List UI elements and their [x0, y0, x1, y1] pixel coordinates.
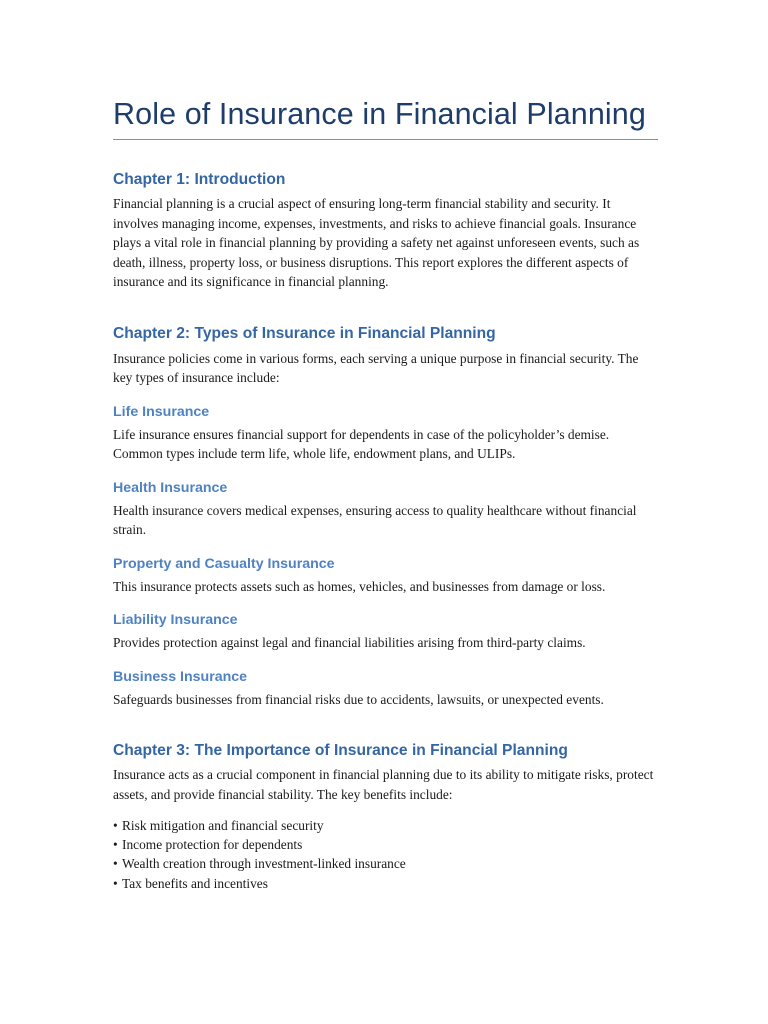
property-casualty-insurance-text: This insurance protects assets such as homes, vehicles, and businesses from damage or loss. — [113, 578, 606, 594]
liability-insurance-text: Provides protection against legal and financial liabilities arising from third-party claims. — [113, 635, 586, 650]
property-casualty-insurance-heading: Property and Casualty Insurance — [113, 555, 335, 572]
life-insurance-text: Life insurance ensures financial support for dependents in case of the policyholder’s demise. Common types include term life, whole life, endowment plans, and ULIPs. — [113, 426, 610, 461]
benefits-list — [113, 816, 658, 893]
chapter-2-heading: Chapter 2: Types of Insurance in Financial Planning — [113, 324, 496, 342]
health-insurance-heading: Health Insurance — [113, 479, 228, 496]
benefit-item: • Tax benefits and incentives — [113, 874, 658, 893]
health-insurance-text: Health insurance covers medical expenses, ensuring access to quality healthcare without financial strain. — [113, 502, 637, 537]
document-title: Role of Insurance in Financial Planning — [113, 92, 658, 140]
liability-insurance-heading: Liability Insurance — [113, 612, 238, 628]
chapter-3-heading: Chapter 3: The Importance of Insurance in Financial Planning — [113, 742, 568, 759]
business-insurance-text: Safeguards businesses from financial risks due to accidents, lawsuits, or unexpected events. — [113, 691, 604, 707]
document-page — [113, 92, 658, 893]
benefit-item: • Risk mitigation and financial security — [113, 816, 658, 835]
chapter-1-paragraph: Financial planning is a crucial aspect of ensuring long-term financial stability and security. It involves managing income, expenses, investments, and risks to achieve financial goals. Insurance plays a vital role in financial planning by providing a safety net against unforeseen events, such as death, illness, property loss, or business disruptions. This report explores the different aspects of insurance and its significance in financial planning. — [113, 196, 640, 289]
benefit-item: • Wealth creation through investment-linked insurance — [113, 854, 658, 873]
chapter-3-intro: Insurance acts as a crucial component in financial planning due to its ability to mitigate risks, protect assets, and provide financial stability. The key benefits include: — [113, 767, 654, 802]
chapter-1-heading: Chapter 1: Introduction — [113, 171, 286, 188]
benefit-item: • Income protection for dependents — [113, 835, 658, 854]
business-insurance-heading: Business Insurance — [113, 668, 248, 685]
life-insurance-heading: Life Insurance — [113, 403, 210, 420]
chapter-2-intro: Insurance policies come in various forms, each serving a unique purpose in financial security. The key types of insurance include: — [113, 350, 639, 385]
